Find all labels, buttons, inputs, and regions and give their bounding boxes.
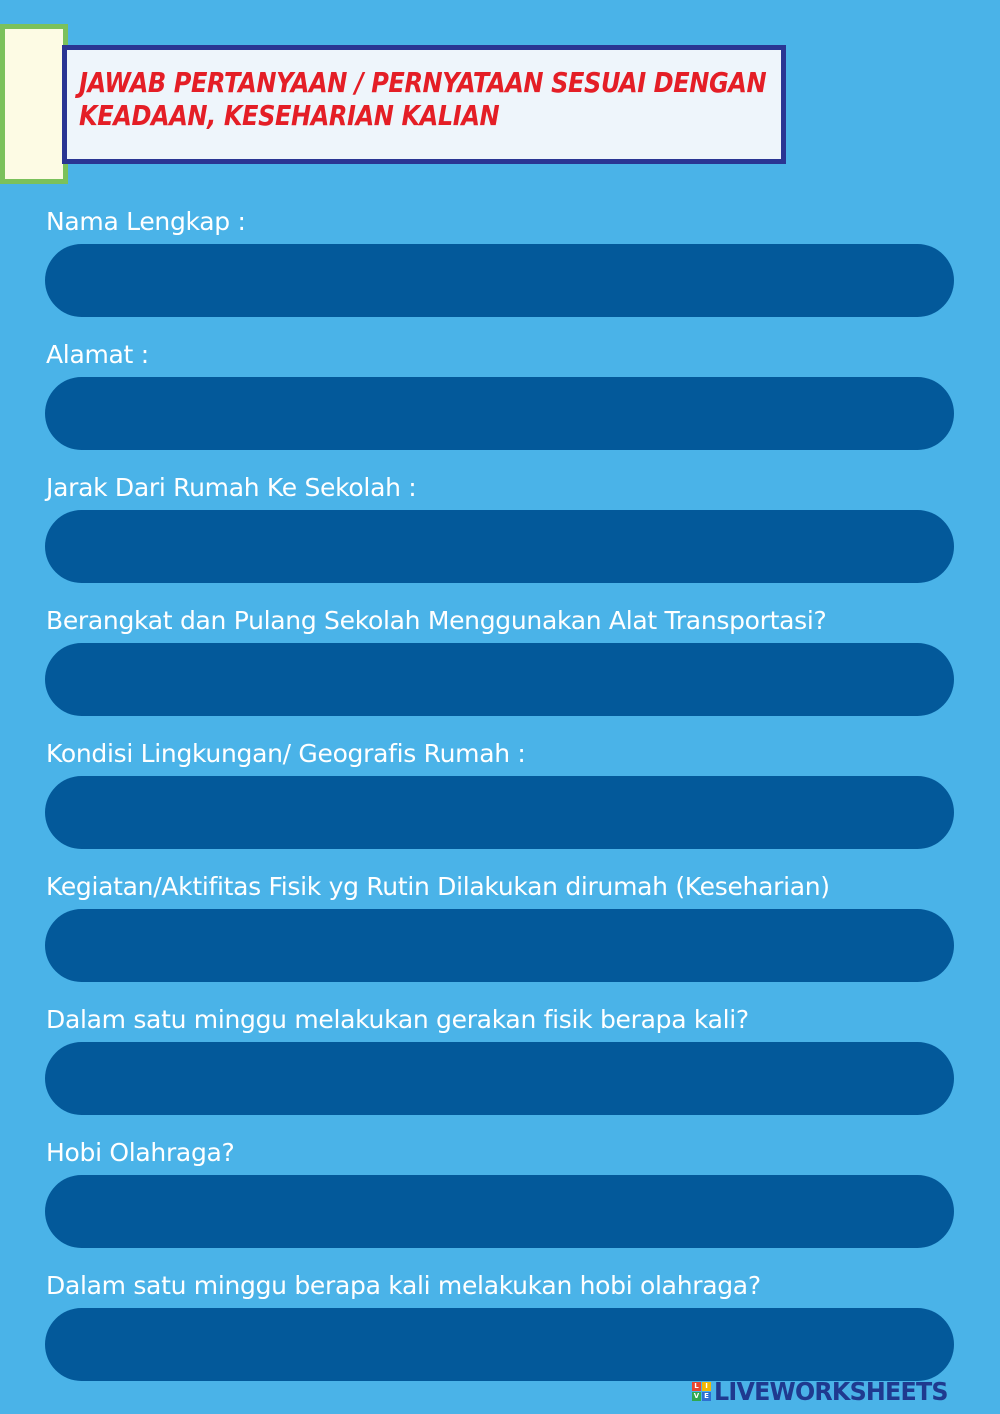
question-label-aktifitas-fisik: Kegiatan/Aktifitas Fisik yg Rutin Dilakukan dirumah (Keseharian) (46, 872, 830, 901)
instruction-title-line-2: KEADAAN, KESEHARIAN KALIAN (79, 99, 500, 132)
instruction-title-line-1: JAWAB PERTANYAAN / PERNYATAAN SESUAI DENGAN (79, 66, 767, 99)
answer-field-transportasi[interactable] (45, 643, 954, 716)
liveworksheets-logo (692, 1377, 960, 1405)
question-label-gerakan-fisik: Dalam satu minggu melakukan gerakan fisik berapa kali? (46, 1005, 749, 1034)
question-label-transportasi: Berangkat dan Pulang Sekolah Menggunakan Alat Transportasi? (46, 606, 827, 635)
question-label-jarak: Jarak Dari Rumah Ke Sekolah : (46, 473, 417, 502)
question-label-frekuensi-hobi: Dalam satu minggu berapa kali melakukan hobi olahraga? (46, 1271, 761, 1300)
liveworksheets-mark-icon (692, 1382, 711, 1401)
answer-field-frekuensi-hobi[interactable] (45, 1308, 954, 1381)
answer-field-gerakan-fisik[interactable] (45, 1042, 954, 1115)
logo-mark-letter: L (692, 1382, 701, 1391)
liveworksheets-wordmark: LIVEWORKSHEETS (714, 1376, 948, 1406)
answer-field-hobi-olahraga[interactable] (45, 1175, 954, 1248)
answer-field-alamat[interactable] (45, 377, 954, 450)
answer-field-kondisi-lingkungan[interactable] (45, 776, 954, 849)
instruction-banner (62, 45, 786, 164)
logo-mark-letter: V (693, 1391, 700, 1400)
question-label-alamat: Alamat : (46, 340, 149, 369)
answer-field-jarak[interactable] (45, 510, 954, 583)
decorative-accent-box (0, 24, 68, 184)
instruction-title (79, 66, 767, 132)
question-label-nama-lengkap: Nama Lengkap : (46, 207, 246, 236)
logo-mark-letter: E (702, 1392, 711, 1401)
answer-field-nama-lengkap[interactable] (45, 244, 954, 317)
question-label-kondisi-lingkungan: Kondisi Lingkungan/ Geografis Rumah : (46, 739, 526, 768)
logo-mark-letter: I (702, 1382, 711, 1391)
question-label-hobi-olahraga: Hobi Olahraga? (46, 1138, 235, 1167)
answer-field-aktifitas-fisik[interactable] (45, 909, 954, 982)
